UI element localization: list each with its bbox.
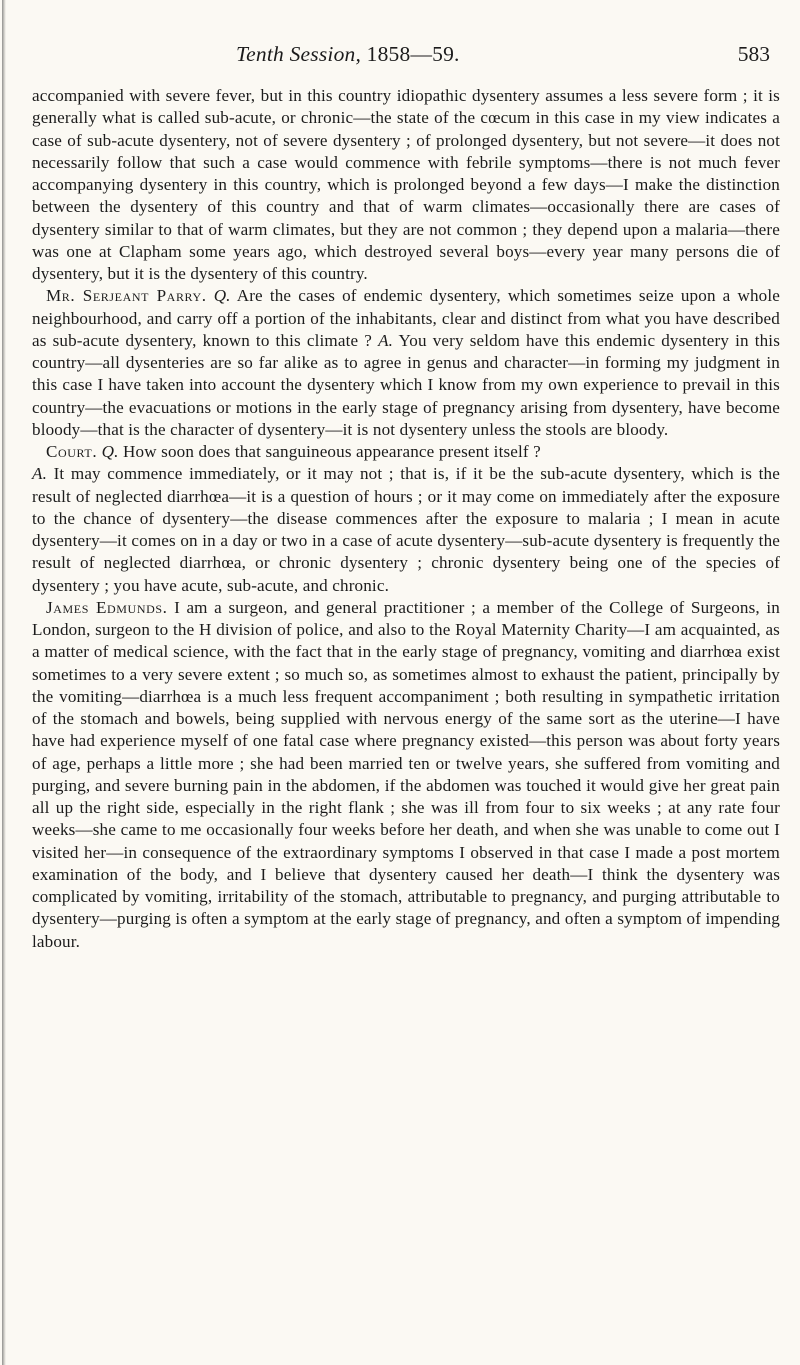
page-body bbox=[32, 85, 780, 953]
witness-name: James Edmunds. bbox=[46, 597, 168, 617]
answer-marker: A. bbox=[378, 330, 394, 350]
session-title: Tenth Session, bbox=[236, 42, 362, 66]
session-years: 1858—59. bbox=[366, 42, 460, 66]
speaker-name: Court. bbox=[46, 442, 98, 461]
paragraph-edmunds-testimony bbox=[32, 597, 780, 953]
paragraph-text: accompanied with severe fever, but in this country idiopathic dysentery assumes a less severe form ; it is generally what is called sub-acute, or chronic—the state of the cœcum in this case in my view indicates a case of sub-acute dysentery, not of severe dysentery ; of prolonged dysentery, but not severe—it does not necessarily follow that such a case would commence with febrile symptoms—there is not much fever accompanying dysentery in this country, which is prolonged beyond a few days—I make the distinction between the dysentery of this country and that of warm climates—occasionally there are cases of dysentery similar to that of warm climates, but they are not common ; they depend upon a malaria—there was one at Clapham some years ago, which destroyed several boys—every year many persons die of dysentery, but it is the dysentery of this country. bbox=[32, 86, 780, 283]
question-text: How soon does that sanguineous appearance present itself ? bbox=[123, 442, 541, 461]
answer-text: You very seldom have this endemic dysentery in this country—all dysenteries are so far alike as to agree in genus and character—in forming my judgment in this case I have taken into account the dysentery which I know from my own experience to prevail in this country—the evacuations or motions in the early stage of pregnancy arising from dysentery, have become bloody—that is the character of dysentery—it is not dysentery unless the stools are bloody. bbox=[32, 330, 780, 439]
paragraph-continued bbox=[32, 85, 780, 285]
speaker-name: Mr. Serjeant Parry. bbox=[46, 286, 207, 306]
running-header bbox=[0, 42, 800, 72]
answer-text: It may commence immediately, or it may not ; that is, if it be the sub-acute dysentery, which is the result of neglected diarrhœa—it is a question of hours ; or it may come on immediately after the exposure to the chance of dysentery—the disease commences after the exposure to malaria ; I mean in acute dysentery—it comes on in a day or two in a case of acute dysentery—sub-acute dysentery is frequently the result of neglected diarrhœa, or chronic dysentery ; chronic dysentery being one of the species of dysentery ; you have acute, sub-acute, and chronic. bbox=[32, 464, 780, 595]
page-number: 583 bbox=[737, 42, 770, 66]
running-title bbox=[236, 42, 460, 67]
question-text: Are the cases of endemic dysentery, which sometimes seize upon a whole neighbourhood, and carry off a portion of the inhabitants, clear and distinct from what you have described as sub-acute dysentery, known to this climate ? bbox=[32, 286, 780, 350]
question-marker: Q. bbox=[213, 286, 231, 306]
answer-marker: A. bbox=[32, 464, 48, 484]
paragraph-court-examination bbox=[32, 441, 780, 597]
question-marker: Q. bbox=[101, 442, 119, 461]
scan-edge-shadow bbox=[2, 0, 6, 1365]
testimony-text: I am a surgeon, and general practitioner ; a member of the College of Surgeons, in London, surgeon to the H division of police, and also to the Royal Maternity Charity—I am acquainted, as a matter of medical science, with the fact that in the early stage of pregnancy, vomiting and diarrhœa exist sometimes to a very severe extent ; so much so, as sometimes almost to exhaust the patient, principally by the vomiting—diarrhœa is a much less frequent accompaniment ; both resulting in sympathetic irritation of the stomach and bowels, being supplied with nervous energy of the same sort as the uterine—I have have had experience myself of one fatal case where pregnancy existed—this person was about forty years of age, perhaps a little more ; she had been married ten or twelve years, she suffered from vomiting and purging, and severe burning pain in the abdomen, if the abdomen was touched it would give her great pain all up the right side, especially in the right flank ; she was ill from four to six weeks ; at any rate four weeks—she came to me occasionally four weeks before her death, and when she was unable to come out I visited her—in consequence of the extraordinary symptoms I observed in that case I made a post mortem examination of the body, and I believe that dysentery caused her death—I think the dysentery was complicated by vomiting, irritability of the stomach, attributable to pregnancy, and purging attributable to dysentery—purging is often a symptom at the early stage of pregnancy, and often a symptom of impending labour. bbox=[32, 597, 780, 951]
paragraph-parry-examination bbox=[32, 285, 780, 441]
